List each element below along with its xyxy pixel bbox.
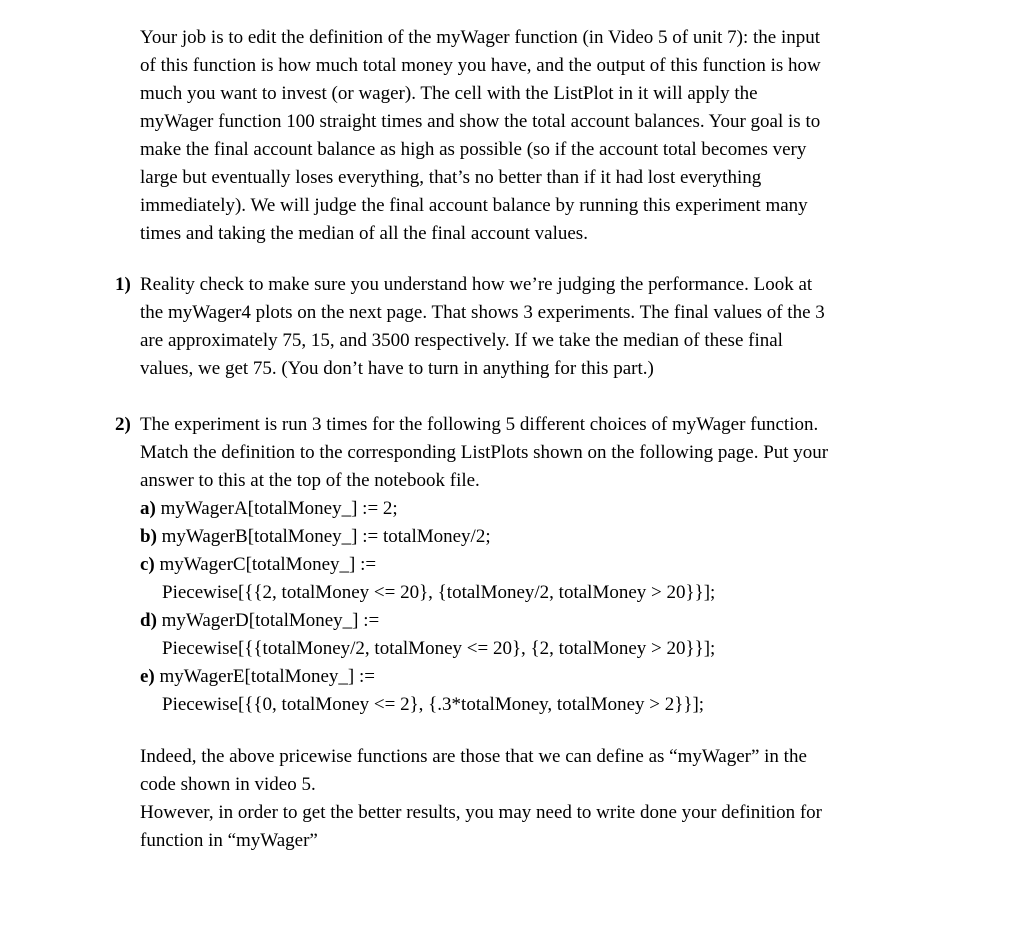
note-line: Indeed, the above pricewise functions are those that we can define as “myWager” in the <box>140 746 807 767</box>
option-b-label: b) <box>140 526 157 547</box>
option-a-label: a) <box>140 498 156 519</box>
option-c-text: myWagerC[totalMoney_] := <box>154 554 377 575</box>
option-d-continuation: Piecewise[{{totalMoney/2, totalMoney <= 20}, {2, totalMoney > 20}}]; <box>162 638 716 659</box>
option-b <box>140 523 940 551</box>
question-2-paragraph <box>140 411 940 719</box>
intro-line: myWager function 100 straight times and show the total account balances. Your goal is to <box>140 111 821 132</box>
intro-line: large but eventually loses everything, that’s no better than if it had lost everything <box>140 167 762 188</box>
intro-line: of this function is how much total money you have, and the output of this function is how <box>140 55 821 76</box>
option-a <box>140 495 940 523</box>
option-d <box>140 607 940 635</box>
intro-line: much you want to invest (or wager). The cell with the ListPlot in it will apply the <box>140 83 758 104</box>
note-line: function in “myWager” <box>140 830 318 851</box>
question-1-line: values, we get 75. (You don’t have to turn in anything for this part.) <box>140 358 654 379</box>
option-d-text: myWagerD[totalMoney_] := <box>156 610 380 631</box>
option-e-text: myWagerE[totalMoney_] := <box>154 666 376 687</box>
option-e-label: e) <box>140 666 155 687</box>
option-c <box>140 551 940 579</box>
question-1-line: Reality check to make sure you understand how we’re judging the performance. Look at <box>140 274 813 295</box>
option-d-label: d) <box>140 610 157 631</box>
option-b-text: myWagerB[totalMoney_] := totalMoney/2; <box>156 526 491 547</box>
note-paragraph <box>140 743 940 855</box>
intro-line: make the final account balance as high as possible (so if the account total becomes very <box>140 139 807 160</box>
option-e <box>140 663 940 691</box>
intro-line: times and taking the median of all the final account values. <box>140 223 588 244</box>
question-2-line: answer to this at the top of the notebook file. <box>140 470 480 491</box>
intro-line: Your job is to edit the definition of the myWager function (in Video 5 of unit 7): the input <box>140 27 821 48</box>
intro-paragraph <box>140 24 940 248</box>
question-1-paragraph <box>140 271 940 383</box>
question-2-number: 2) <box>115 414 131 435</box>
option-a-text: myWagerA[totalMoney_] := 2; <box>155 498 398 519</box>
question-1-line: the myWager4 plots on the next page. That shows 3 experiments. The final values of the 3 <box>140 302 825 323</box>
question-2-line: Match the definition to the corresponding ListPlots shown on the following page. Put your <box>140 442 829 463</box>
note-line: code shown in video 5. <box>140 774 316 795</box>
intro-line: immediately). We will judge the final account balance by running this experiment many <box>140 195 808 216</box>
option-e-continuation: Piecewise[{{0, totalMoney <= 2}, {.3*totalMoney, totalMoney > 2}}]; <box>162 694 705 715</box>
question-1-line: are approximately 75, 15, and 3500 respectively. If we take the median of these final <box>140 330 783 351</box>
question-2-line: The experiment is run 3 times for the following 5 different choices of myWager function. <box>140 414 819 435</box>
question-1-number: 1) <box>115 274 131 295</box>
option-c-continuation: Piecewise[{{2, totalMoney <= 20}, {totalMoney/2, totalMoney > 20}}]; <box>162 582 716 603</box>
option-c-label: c) <box>140 554 155 575</box>
note-line: However, in order to get the better results, you may need to write done your definition for <box>140 802 822 823</box>
